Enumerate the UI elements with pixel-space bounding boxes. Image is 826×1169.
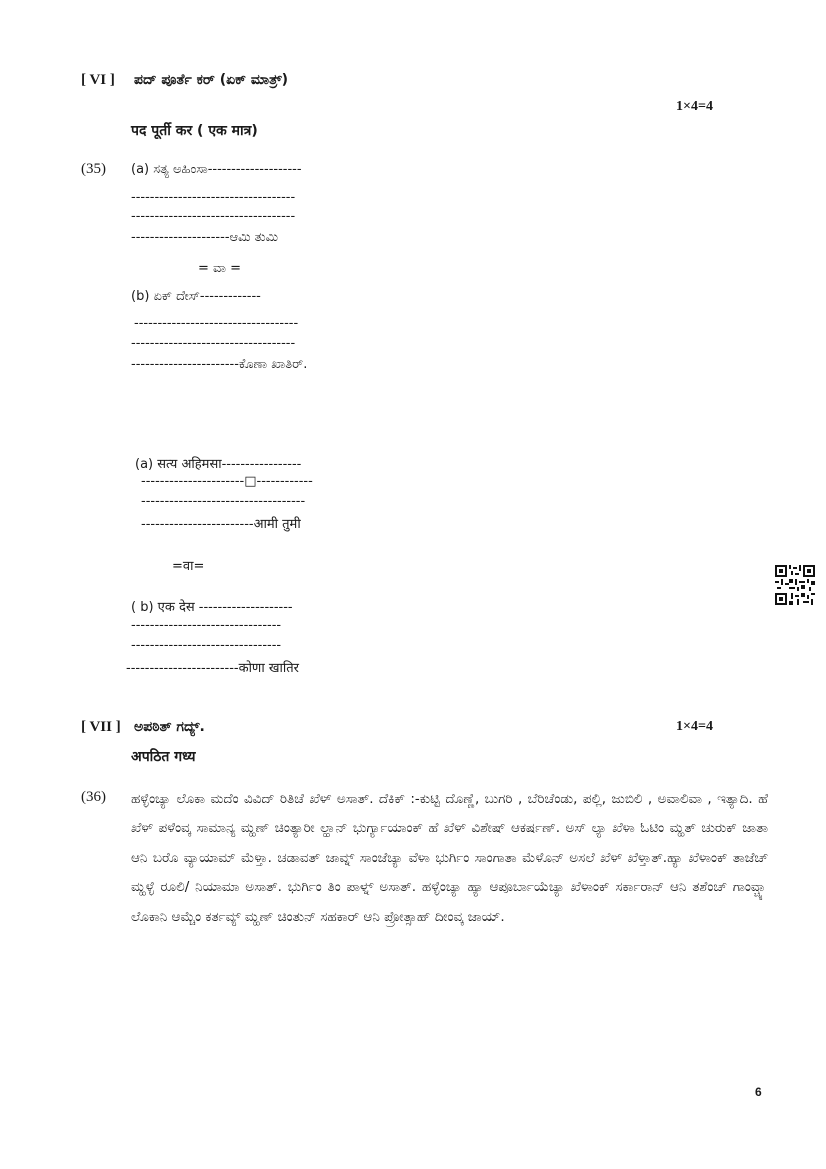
q35-dv-a-dash1-right: ------------ <box>256 474 313 489</box>
section-7-number: [ VII ] <box>81 719 121 735</box>
q35-dv-a-dash2: ----------------------------------- <box>141 494 306 509</box>
qr-code-icon <box>775 565 815 605</box>
q35-kn-equals: = ವಾ = <box>198 261 241 276</box>
q35-kn-b-line: (b) ಏಕ್ ದೇಸ್------------- <box>131 289 261 304</box>
q35-dv-a-dash1 <box>141 474 313 489</box>
section-7-marks: 1×4=4 <box>676 719 713 734</box>
q35-dv-b-line: ( b) एक देस -------------------- <box>131 600 293 615</box>
q35-dv-a-last: ------------------------आमी तुमी <box>141 517 301 532</box>
q35-kn-b-last: -----------------------ಕೊಣಾ ಖಾತಿರ್. <box>131 357 308 372</box>
q35-dv-a-line: (a) सत्य अहिमसा----------------- <box>135 457 302 472</box>
section-6-marks: 1×4=4 <box>676 99 713 114</box>
section-6-title-devanagari: पद पूर्ती कर ( एक मात्र) <box>131 123 258 139</box>
q35-dv-equals: =वा= <box>172 559 205 574</box>
q35-dv-b-dash1: -------------------------------- <box>131 618 282 633</box>
section-6-number: [ VI ] <box>81 72 115 88</box>
question-35-number: (35) <box>81 161 106 177</box>
q35-kn-a-last: ---------------------ಆಮಿ ತುಮಿ <box>131 230 279 245</box>
q35-kn-a-dash2: ----------------------------------- <box>131 209 296 224</box>
section-7-title-kannada: ಅಪಠಿತ್ ಗದ್ಯ್. <box>134 719 205 735</box>
q35-kn-b-dash2: ----------------------------------- <box>131 336 296 351</box>
page-number: 6 <box>755 1085 762 1099</box>
q35-kn-b-dash1: ----------------------------------- <box>134 316 299 331</box>
q36-paragraph: ಹಳ್ಳೆಂಚ್ಯಾ ಲೊಕಾ ಮದೆಂ ವಿವಿದ್ ರಿತಿಚೆ ಖೆಳ್ ಅಸಾತ್. ದೆಕಿಕ್ :-ಕುಟ್ಟಿ ದೊಣ್ಣೆ, ಬುಗರಿ , ಬೆರಿಚೆಂಡು, ಪಲ್ಲಿ, ಜುಬಿಲಿ , ಅವಾಲಿವಾ , ಇತ್ಯಾದಿ. ಹೆ ಖೆಳ್ ಪಳೆಂವ್ಕ ಸಾಮಾನ್ಯ ಮ್ಹಣ್ ಚಿಂತ್ಯಾರೀ ಲ್ಹಾನ್ ಭುರ್ಗ್ಯಾಯಾಂಕ್ ಹೆ ಖೆಳ್ ವಿಶೇಷ್ ಆಕರ್ಷಣ್. ಅಸ್ ಲ್ಯಾ ಖೆಳಾ ಓಟಿಂ ಮ್ಹತ್ ಚುರುಕ್ ಜಾತಾ ಆನಿ ಬರೊ ವ್ಯಾಯಾಮ್ ಮೆಳ್ತಾ. ಚಡಾವತ್ ಜಾವ್ನ್ ಸಾಂಜೆಚ್ಯಾ ವೆಳಾ ಭುರ್ಗಿಂ ಸಾಂಗಾತಾ ಮೆಳೊನ್ ಅಸಲೆ ಖೆಳ್ ಖೆಳ್ತಾತ್.ಹ್ಯಾ ಖೆಳಾಂಕ್ ತಾಜೆಚ್ ಮ್ಹಳ್ಳೆ ರೂಲಿ/ ನಿಯಾಮಾ ಅಸಾತ್. ಭುರ್ಗಿಂ ತಿಂ ಪಾಳ್ನ್ ಅಸಾತ್. ಹಳ್ಳೆಂಚ್ಯಾ ಹ್ಯಾ ಆಪೂರ್ಬಾಯೆಚ್ಯಾ ಖೆಳಾಂಕ್ ಸರ್ಕಾರಾನ್ ಆನಿ ತಶೆಂಚ್ ಗಾಂವ್ಚ್ಯಾ ಲೊಕಾನಿ ಆಮ್ಚೆಂ ಕರ್ತವ್ಯ್ ಮ್ಹಣ್ ಚಿಂತುನ್ ಸಹಕಾರ್ ಆನಿ ಪ್ರೋತ್ಸಾಹ್ ದೀಂವ್ಕ ಜಾಯ್. <box>131 791 768 925</box>
q35-kn-a-line: (a) ಸತ್ಯ ಅಹಿಂಸಾ-------------------- <box>131 162 302 177</box>
missing-glyph-box: □ <box>244 474 257 489</box>
q35-dv-b-last: ------------------------कोणा खातिर <box>126 661 299 676</box>
q35-kn-a-dash1: ----------------------------------- <box>131 190 296 205</box>
question-36-number: (36) <box>81 789 106 805</box>
q35-dv-a-dash1-left: ---------------------- <box>141 474 245 489</box>
section-7-title-devanagari: अपठित गध्य <box>131 749 196 765</box>
section-6-title-kannada: ಪದ್ ಪೂರ್ತೆ ಕರ್ (ಏಕ್ ಮಾತ್ರ್) <box>134 72 289 88</box>
q35-dv-b-dash2: -------------------------------- <box>131 638 282 653</box>
